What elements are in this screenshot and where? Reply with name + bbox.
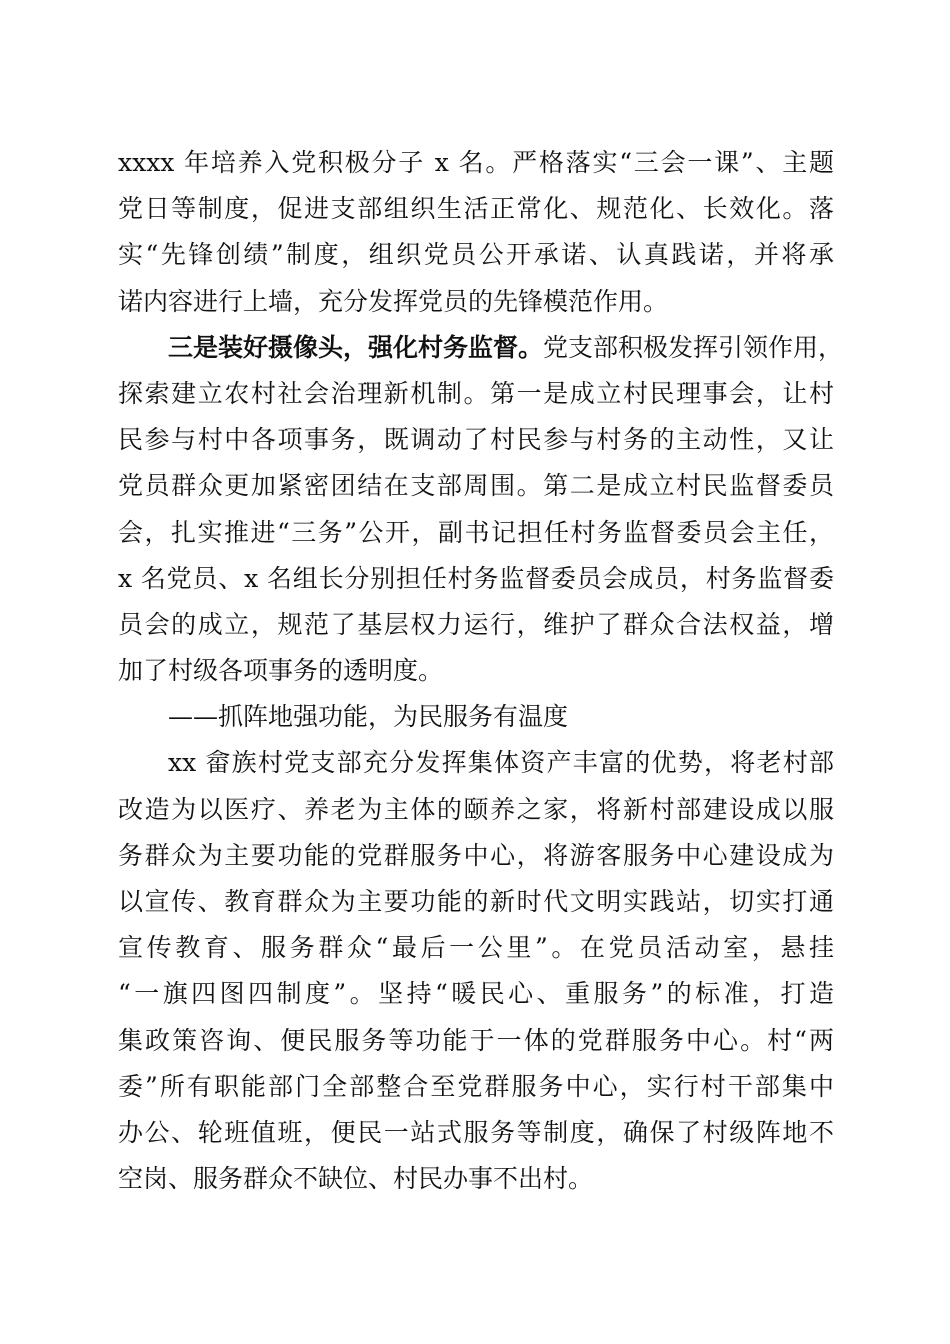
text-line: x 名党员、x 名组长分别担任村务监督委员会成员，村务监督委 xyxy=(118,563,834,593)
text-line: 员会的成立，规范了基层权力运行，维护了群众合法权益，增 xyxy=(118,609,834,639)
bold-lead: 三是装好摄像头，强化村务监督。 xyxy=(168,332,544,362)
heading-text: ——抓阵地强功能，为民服务有温度 xyxy=(168,702,569,732)
text-line: 加了村级各项事务的透明度。 xyxy=(118,656,444,686)
text-line: 会，扎实推进“三务”公开，副书记担任村务监督委员会主任， xyxy=(118,517,834,547)
text-line: 诺内容进行上墙，充分发挥党员的先锋模范作用。 xyxy=(118,286,669,316)
text-line: 探索建立农村社会治理新机制。第一是成立村民理事会，让村 xyxy=(118,378,834,408)
text-line: 空岗、服务群众不缺位、村民办事不出村。 xyxy=(118,1164,594,1194)
text-line: 改造为以医疗、养老为主体的颐养之家，将新村部建设成以服 xyxy=(118,794,834,824)
text-line: xxxx 年培养入党积极分子 x 名。严格落实“三会一课”、主题 xyxy=(118,148,834,177)
text-line xyxy=(118,325,844,371)
text-line: 民参与村中各项事务，既调动了村民参与村务的主动性，又让 xyxy=(118,425,834,455)
text-line: 委”所有职能部门全部整合至党群服务中心，实行村干部集中 xyxy=(118,1071,834,1101)
text-line: “一旗四图四制度”。坚持“暖民心、重服务”的标准，打造 xyxy=(118,979,834,1009)
paragraph-2 xyxy=(118,325,844,695)
document-body xyxy=(118,140,844,1202)
text-line: 实“先锋创绩”制度，组织党员公开承诺、认真践诺，并将承 xyxy=(118,240,834,270)
text-line: 务群众为主要功能的党群服务中心，将游客服务中心建设成为 xyxy=(118,840,834,870)
text-line: xx 畲族村党支部充分发挥集体资产丰富的优势，将老村部 xyxy=(168,748,834,778)
text-line: 党日等制度，促进支部组织生活正常化、规范化、长效化。落 xyxy=(118,194,834,224)
text-line: 办公、轮班值班，便民一站式服务等制度，确保了村级阵地不 xyxy=(118,1117,834,1147)
text-line: 集政策咨询、便民服务等功能于一体的党群服务中心。村“两 xyxy=(118,1025,834,1055)
paragraph-4 xyxy=(118,740,834,1202)
text-line: 党员群众更加紧密团结在支部周围。第二是成立村民监督委员 xyxy=(118,471,834,501)
lead-rest: 党支部积极发挥引领作用， xyxy=(543,332,844,362)
text-line: 以宣传、教育群众为主要功能的新时代文明实践站，切实打通 xyxy=(118,887,834,916)
section-heading xyxy=(118,694,834,740)
text-line: 宣传教育、服务群众“最后一公里”。在党员活动室，悬挂 xyxy=(118,933,834,963)
paragraph-1 xyxy=(118,140,834,325)
